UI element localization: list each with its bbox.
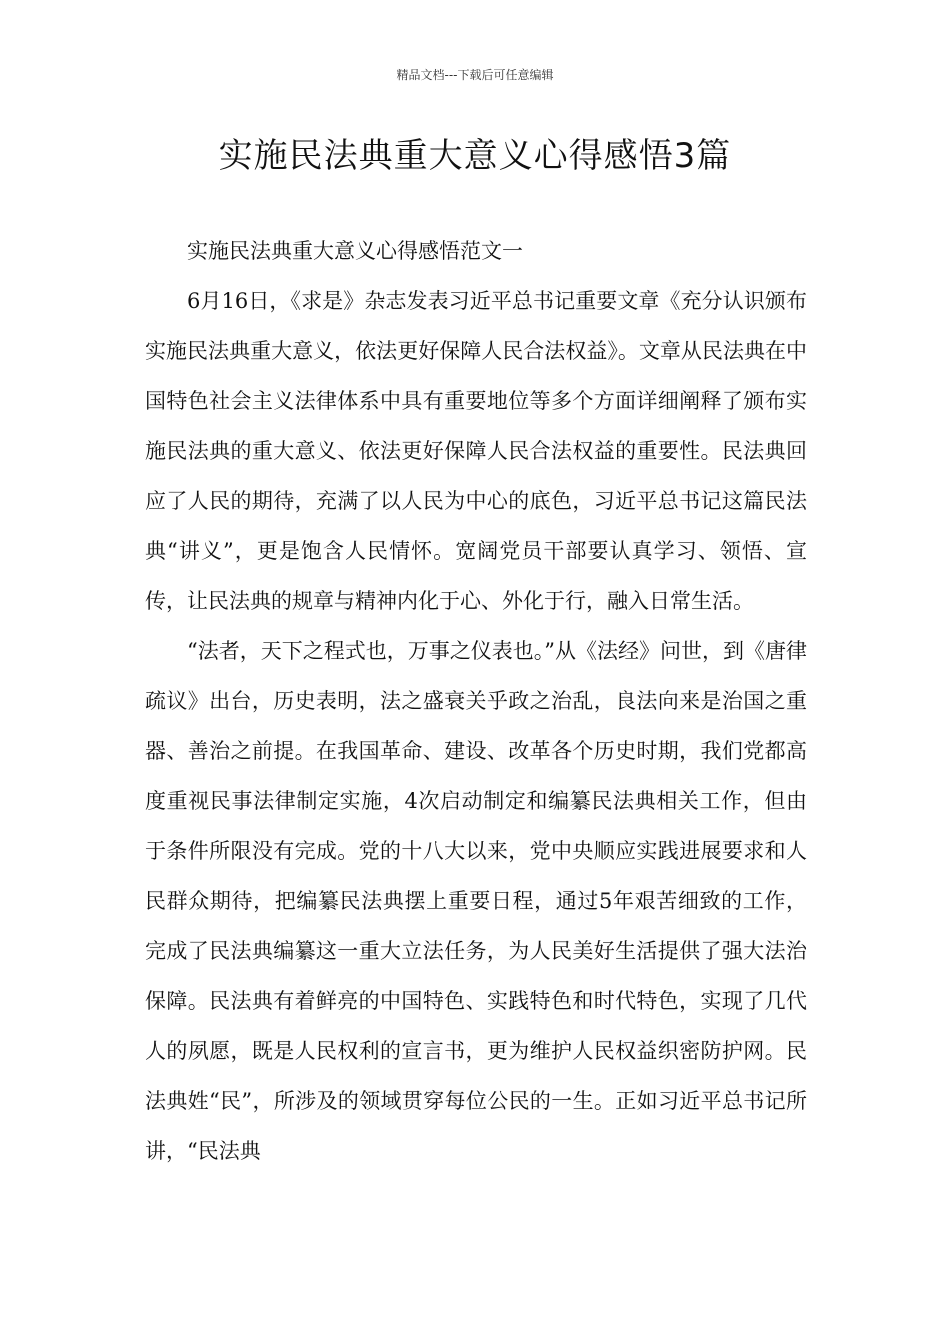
- header-note: 精品文档---下载后可任意编辑: [396, 68, 554, 82]
- section-heading: 实施民法典重大意义心得感悟范文一: [187, 239, 523, 263]
- paragraph: “法者，天下之程式也，万事之仪表也。”从《法经》问世，到《唐律疏议》出台，历史表明，法之盛衰关乎政之治乱，良法向来是治国之重器、善治之前提。在我国革命、建设、改革各个历史时期，我们党都高度重视民事法律制定实施，4次启动制定和编纂民法典相关工作，但由于条件所限没有完成。党的十八大以来，党中央顺应实践进展要求和人民群众期待，把编纂民法典摆上重要日程，通过5年艰苦细致的工作，完成了民法典编纂这一重大立法任务，为人民美好生活提供了强大法治保障。民法典有着鲜亮的中国特色、实践特色和时代特色，实现了几代人的夙愿，既是人民权利的宣言书，更为维护人民权益织密防护网。民法典姓“民”，所涉及的领域贯穿每位公民的一生。正如习近平总书记所讲，“民法典: [145, 639, 807, 1163]
- document-title: 实施民法典重大意义心得感悟3篇: [218, 136, 732, 176]
- paragraph: 6月16日，《求是》杂志发表习近平总书记重要文章《充分认识颁布实施民法典重大意义，依法更好保障人民合法权益》。文章从民法典在中国特色社会主义法律体系中具有重要地位等多个方面详细阐释了颁布实施民法典的重大意义、依法更好保障人民合法权益的重要性。民法典回应了人民的期待，充满了以人民为中心的底色，习近平总书记这篇民法典“讲义”，更是饱含人民情怀。宽阔党员干部要认真学习、领悟、宣传，让民法典的规章与精神内化于心、外化于行，融入日常生活。: [145, 289, 807, 613]
- document-body: [145, 226, 807, 1176]
